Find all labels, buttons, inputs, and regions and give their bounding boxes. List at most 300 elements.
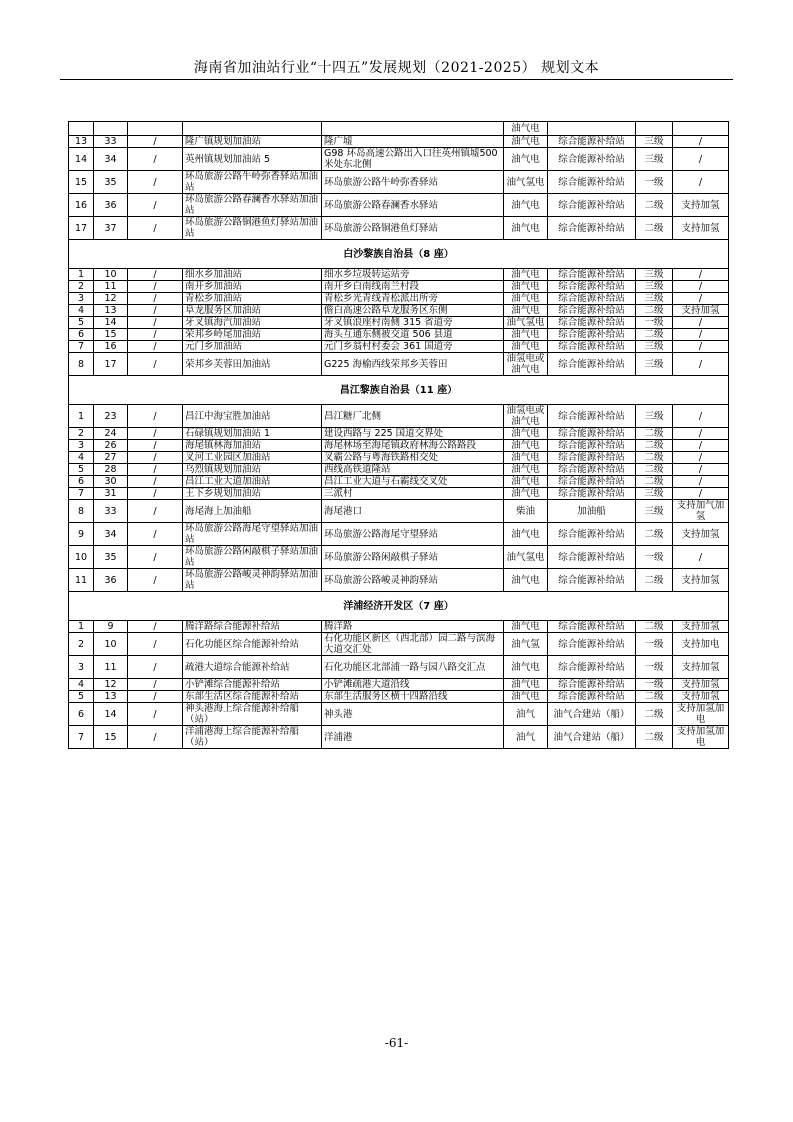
note-cell: / [673,440,729,452]
table-row [69,569,729,592]
fuel-cell: 油气电 [504,440,548,452]
code-cell: / [128,679,183,691]
code-cell: / [128,305,183,317]
grade-cell: 二级 [636,476,673,488]
grade-cell: 二级 [636,621,673,633]
table-row [69,281,729,293]
number-cell: 16 [94,341,128,353]
note-cell: 支持加氢 [673,217,729,240]
location-cell: 海尾林场至海尾镇政府林海公路路段 [322,440,504,452]
location-cell: 儋白高速公路阜龙服务区东侧 [322,305,504,317]
code-cell: / [128,656,183,679]
type-cell: 综合能源补给站 [548,293,636,305]
fuel-cell: 油气电 [504,569,548,592]
table-row [69,679,729,691]
note-cell: / [673,452,729,464]
station-name-cell: 青松乡加油站 [183,293,322,305]
station-name-cell: 昌江工业大道加油站 [183,476,322,488]
note-cell: 支持加氢加电 [673,703,729,726]
number-cell: 31 [94,488,128,500]
fuel-cell: 油气电 [504,194,548,217]
type-cell: 综合能源补给站 [548,148,636,171]
table-row [69,194,729,217]
location-cell: 西线高铁道隆站 [322,464,504,476]
station-name-cell: 阜龙服务区加油站 [183,305,322,317]
number-cell: 12 [94,679,128,691]
page-number: -61- [384,1036,409,1050]
station-table [68,121,729,749]
grade-cell: 三级 [636,293,673,305]
location-cell: 南开乡白南线南兰村段 [322,281,504,293]
index-cell: 17 [69,217,94,240]
station-name-cell: 细水乡加油站 [183,269,322,281]
index-cell: 3 [69,440,94,452]
location-cell: 环岛旅游公路铜港鱼灯驿站 [322,217,504,240]
section-title: 洋浦经济开发区（7 座） [69,592,729,621]
code-cell: / [128,148,183,171]
station-name-cell: 石化功能区综合能源补给站 [183,633,322,656]
table-row [69,341,729,353]
fuel-cell: 油气电 [504,269,548,281]
type-cell: 加油船 [548,500,636,523]
station-name-cell: 海尾镇林海加油站 [183,440,322,452]
station-name-cell: 海尾海上加油船 [183,500,322,523]
index-cell: 8 [69,500,94,523]
number-cell: 28 [94,464,128,476]
location-cell: 石化功能区新区（西北部）园二路与滨海大道交汇处 [322,633,504,656]
location-cell: G98 环岛高速公路出入口往英州镇墟500 米处东北侧 [322,148,504,171]
fuel-cell: 油气电 [504,293,548,305]
location-cell: 东部生活服务区横十四路沿线 [322,691,504,703]
note-cell: 支持加氢 [673,656,729,679]
location-cell: 环岛旅游公路牛岭弥香驿站 [322,171,504,194]
station-name-cell: 环岛旅游公路铜港鱼灯驿站加油站 [183,217,322,240]
station-name-cell: 小铲滩综合能源补给站 [183,679,322,691]
location-cell: 青松乡光青线青松派出所旁 [322,293,504,305]
location-cell: 细水乡垃圾转运站旁 [322,269,504,281]
code-cell: / [128,217,183,240]
grade-cell: 二级 [636,726,673,749]
number-cell: 11 [94,281,128,293]
station-name-cell: 神头港海上综合能源补给船（站） [183,703,322,726]
grade-cell: 二级 [636,452,673,464]
index-cell: 15 [69,171,94,194]
index-cell: 3 [69,293,94,305]
number-cell: 35 [94,171,128,194]
table-row [69,476,729,488]
fuel-cell: 油气电 [504,464,548,476]
location-cell: 海尾港口 [322,500,504,523]
number-cell: 34 [94,148,128,171]
grade-cell: 二级 [636,464,673,476]
section-header-row [69,240,729,269]
table-row [69,500,729,523]
number-cell: 11 [94,656,128,679]
code-cell: / [128,633,183,656]
note-cell: / [673,171,729,194]
code-cell: / [128,353,183,376]
location-cell: 建设西路与 225 国道交界处 [322,428,504,440]
type-cell: 综合能源补给站 [548,217,636,240]
grade-cell: 一级 [636,171,673,194]
grade-cell: 三级 [636,136,673,148]
code-cell: / [128,341,183,353]
index-cell: 4 [69,305,94,317]
code-cell: / [128,405,183,428]
fuel-cell: 油气 [504,726,548,749]
code-cell: / [128,569,183,592]
note-cell: / [673,428,729,440]
note-cell: / [673,546,729,569]
number-cell: 37 [94,217,128,240]
fuel-cell: 油气电 [504,341,548,353]
table-row [69,440,729,452]
type-cell: 综合能源补给站 [548,428,636,440]
type-cell: 综合能源补给站 [548,305,636,317]
location-cell: 海头互通东侧被交道 506 县道 [322,329,504,341]
location-cell: 牙叉镇浪座村南侧 315 省道旁 [322,317,504,329]
table-row [69,122,729,136]
number-cell: 13 [94,305,128,317]
station-name-cell: 腾洋路综合能源补给站 [183,621,322,633]
note-cell: / [673,405,729,428]
station-name-cell: 疏港大道综合能源补给站 [183,656,322,679]
number-cell: 15 [94,726,128,749]
index-cell: 11 [69,569,94,592]
location-cell: 环岛旅游公路海尾守望驿站 [322,523,504,546]
fuel-cell: 油氢电或油气电 [504,405,548,428]
table-row [69,726,729,749]
fuel-cell: 油气氢电 [504,171,548,194]
grade-cell: 二级 [636,217,673,240]
table-row [69,305,729,317]
number-cell: 36 [94,194,128,217]
station-name-cell: 环岛旅游公路峻灵神韵驿站加油站 [183,569,322,592]
code-cell: / [128,281,183,293]
code-cell: / [128,691,183,703]
location-cell: 小铲滩疏港大道沿线 [322,679,504,691]
code-cell: / [128,440,183,452]
section-title: 白沙黎族自治县（8 座） [69,240,729,269]
table-row [69,217,729,240]
station-name-cell: 王下乡规划加油站 [183,488,322,500]
type-cell: 综合能源补给站 [548,194,636,217]
table-row [69,317,729,329]
section-header-row [69,592,729,621]
number-cell: 30 [94,476,128,488]
station-name-cell: 环岛旅游公路春澜香水驿站加油站 [183,194,322,217]
index-cell: 9 [69,523,94,546]
fuel-cell: 油气氢电 [504,546,548,569]
fuel-cell: 油气电 [504,305,548,317]
location-cell: 石化功能区北部浦一路与园八路交汇点 [322,656,504,679]
station-name-cell: 隆广镇规划加油站 [183,136,322,148]
note-cell: / [673,476,729,488]
number-cell: 14 [94,317,128,329]
number-cell: 10 [94,633,128,656]
grade-cell: 一级 [636,546,673,569]
type-cell: 综合能源补给站 [548,329,636,341]
table-body [69,122,729,749]
code-cell: / [128,726,183,749]
fuel-cell: 油气电 [504,488,548,500]
index-cell: 5 [69,464,94,476]
index-cell: 6 [69,476,94,488]
fuel-cell: 油气电 [504,679,548,691]
fuel-cell: 油气 [504,703,548,726]
table-row [69,452,729,464]
type-cell: 综合能源补给站 [548,633,636,656]
index-cell: 5 [69,691,94,703]
code-cell: / [128,194,183,217]
number-cell: 10 [94,269,128,281]
number-cell: 34 [94,523,128,546]
grade-cell: 三级 [636,341,673,353]
fuel-cell: 油气电 [504,217,548,240]
note-cell: / [673,269,729,281]
fuel-cell: 油气电 [504,136,548,148]
header-rule [60,79,733,80]
section-header-row [69,376,729,405]
note-cell: / [673,329,729,341]
table-row [69,546,729,569]
code-cell: / [128,546,183,569]
station-name-cell: 昌江中海宝胜加油站 [183,405,322,428]
index-cell: 14 [69,148,94,171]
fuel-cell: 油气电 [504,621,548,633]
station-name-cell: 英州镇规划加油站 5 [183,148,322,171]
grade-cell: 二级 [636,305,673,317]
index-cell: 7 [69,726,94,749]
number-cell: 12 [94,293,128,305]
note-cell: / [673,281,729,293]
fuel-cell: 油气电 [504,452,548,464]
grade-cell: 三级 [636,353,673,376]
station-name-cell: 东部生活区综合能源补给站 [183,691,322,703]
code-cell: / [128,171,183,194]
station-name-cell: 荣邦乡芙蓉田加油站 [183,353,322,376]
grade-cell: 三级 [636,281,673,293]
type-cell: 综合能源补给站 [548,523,636,546]
index-cell: 2 [69,428,94,440]
grade-cell: 三级 [636,405,673,428]
table-row [69,691,729,703]
note-cell: / [673,464,729,476]
fuel-cell: 油气电 [504,476,548,488]
grade-cell: 二级 [636,440,673,452]
table-row [69,633,729,656]
station-name-cell: 元门乡加油站 [183,341,322,353]
location-cell: 洋浦港 [322,726,504,749]
type-cell: 油气合建站（船） [548,703,636,726]
type-cell: 油气合建站（船） [548,726,636,749]
table-row [69,136,729,148]
index-cell: 8 [69,353,94,376]
fuel-cell: 油气氢电 [504,317,548,329]
code-cell: / [128,488,183,500]
grade-cell: 一级 [636,656,673,679]
number-cell: 33 [94,500,128,523]
table-row [69,703,729,726]
table-row [69,353,729,376]
number-cell: 9 [94,621,128,633]
location-cell: 昌江糖厂北侧 [322,405,504,428]
table-row [69,428,729,440]
number-cell: 27 [94,452,128,464]
grade-cell: 三级 [636,488,673,500]
fuel-cell: 油气电 [504,523,548,546]
table-row [69,171,729,194]
index-cell: 4 [69,452,94,464]
number-cell: 17 [94,353,128,376]
location-cell: 三派村 [322,488,504,500]
note-cell: / [673,488,729,500]
index-cell: 7 [69,341,94,353]
location-cell: 神头港 [322,703,504,726]
location-cell: 环岛旅游公路峻灵神韵驿站 [322,569,504,592]
fuel-cell: 柴油 [504,500,548,523]
index-cell: 10 [69,546,94,569]
location-cell: 腾洋路 [322,621,504,633]
location-cell: 叉霸公路与粤海铁路相交处 [322,452,504,464]
note-cell: 支持加电 [673,633,729,656]
code-cell: / [128,269,183,281]
code-cell: / [128,523,183,546]
note-cell: 支持加氢加电 [673,726,729,749]
note-cell: / [673,341,729,353]
station-name-cell: 石碌镇规划加油站 1 [183,428,322,440]
note-cell: 支持加气加氢 [673,500,729,523]
type-cell: 综合能源补给站 [548,353,636,376]
table-row [69,488,729,500]
type-cell: 综合能源补给站 [548,569,636,592]
note-cell: / [673,136,729,148]
grade-cell: 二级 [636,691,673,703]
note-cell: 支持加氢 [673,679,729,691]
location-cell: 元门乡翁村村委会 361 国道旁 [322,341,504,353]
code-cell: / [128,703,183,726]
fuel-cell: 油气电 [504,691,548,703]
index-cell: 7 [69,488,94,500]
number-cell: 33 [94,136,128,148]
type-cell: 综合能源补给站 [548,136,636,148]
code-cell: / [128,428,183,440]
station-name-cell: 乌烈镇规划加油站 [183,464,322,476]
number-cell: 15 [94,329,128,341]
grade-cell: 三级 [636,500,673,523]
type-cell: 综合能源补给站 [548,341,636,353]
station-name-cell: 环岛旅游公路闲敲棋子驿站加油站 [183,546,322,569]
code-cell: / [128,476,183,488]
code-cell: / [128,500,183,523]
index-cell: 2 [69,633,94,656]
type-cell: 综合能源补给站 [548,464,636,476]
grade-cell: 二级 [636,703,673,726]
code-cell: / [128,136,183,148]
number-cell: 35 [94,546,128,569]
fuel-cell: 油气电 [504,122,548,136]
index-cell: 4 [69,679,94,691]
type-cell: 综合能源补给站 [548,691,636,703]
fuel-cell: 油气电 [504,329,548,341]
table-row [69,329,729,341]
table-row [69,523,729,546]
station-name-cell: 洋浦港海上综合能源补给船（站） [183,726,322,749]
grade-cell: 二级 [636,329,673,341]
type-cell: 综合能源补给站 [548,317,636,329]
table-row [69,148,729,171]
table-row [69,269,729,281]
note-cell: 支持加氢 [673,691,729,703]
code-cell: / [128,293,183,305]
index-cell: 3 [69,656,94,679]
code-cell: / [128,464,183,476]
table-row [69,464,729,476]
number-cell: 13 [94,691,128,703]
index-cell: 1 [69,269,94,281]
index-cell: 13 [69,136,94,148]
fuel-cell: 油氢电或油气电 [504,353,548,376]
location-cell: 隆广墟 [322,136,504,148]
location-cell: 环岛旅游公路春澜香水驿站 [322,194,504,217]
code-cell: / [128,317,183,329]
note-cell: 支持加氢 [673,569,729,592]
type-cell: 综合能源补给站 [548,171,636,194]
note-cell: / [673,353,729,376]
index-cell: 5 [69,317,94,329]
fuel-cell: 油气电 [504,656,548,679]
grade-cell: 一级 [636,679,673,691]
index-cell: 6 [69,329,94,341]
note-cell: 支持加氢 [673,621,729,633]
table-row [69,656,729,679]
location-cell: 昌江工业大道与石霸线交叉处 [322,476,504,488]
table-row [69,405,729,428]
station-name-cell: 叉河工业园区加油站 [183,452,322,464]
fuel-cell: 油气电 [504,148,548,171]
code-cell: / [128,329,183,341]
type-cell: 综合能源补给站 [548,405,636,428]
note-cell: / [673,317,729,329]
grade-cell: 三级 [636,269,673,281]
type-cell: 综合能源补给站 [548,546,636,569]
code-cell: / [128,621,183,633]
station-name-cell: 荣邦乡岭尾加油站 [183,329,322,341]
fuel-cell: 油气电 [504,281,548,293]
section-title: 昌江黎族自治县（11 座） [69,376,729,405]
fuel-cell: 油气电 [504,428,548,440]
table-row [69,293,729,305]
number-cell: 26 [94,440,128,452]
index-cell: 2 [69,281,94,293]
type-cell: 综合能源补给站 [548,281,636,293]
type-cell: 综合能源补给站 [548,621,636,633]
grade-cell: 一级 [636,633,673,656]
index-cell: 16 [69,194,94,217]
location-cell: G225 海榆西线荣邦乡芙蓉田 [322,353,504,376]
number-cell: 24 [94,428,128,440]
type-cell: 综合能源补给站 [548,269,636,281]
grade-cell: 三级 [636,148,673,171]
page-header: 海南省加油站行业“十四五”发展规划（2021-2025） 规划文本 [193,60,600,76]
type-cell: 综合能源补给站 [548,656,636,679]
fuel-cell: 油气氢 [504,633,548,656]
station-name-cell: 环岛旅游公路海尾守望驿站加油站 [183,523,322,546]
note-cell: 支持加氢 [673,523,729,546]
note-cell: / [673,148,729,171]
type-cell: 综合能源补给站 [548,679,636,691]
index-cell: 1 [69,621,94,633]
